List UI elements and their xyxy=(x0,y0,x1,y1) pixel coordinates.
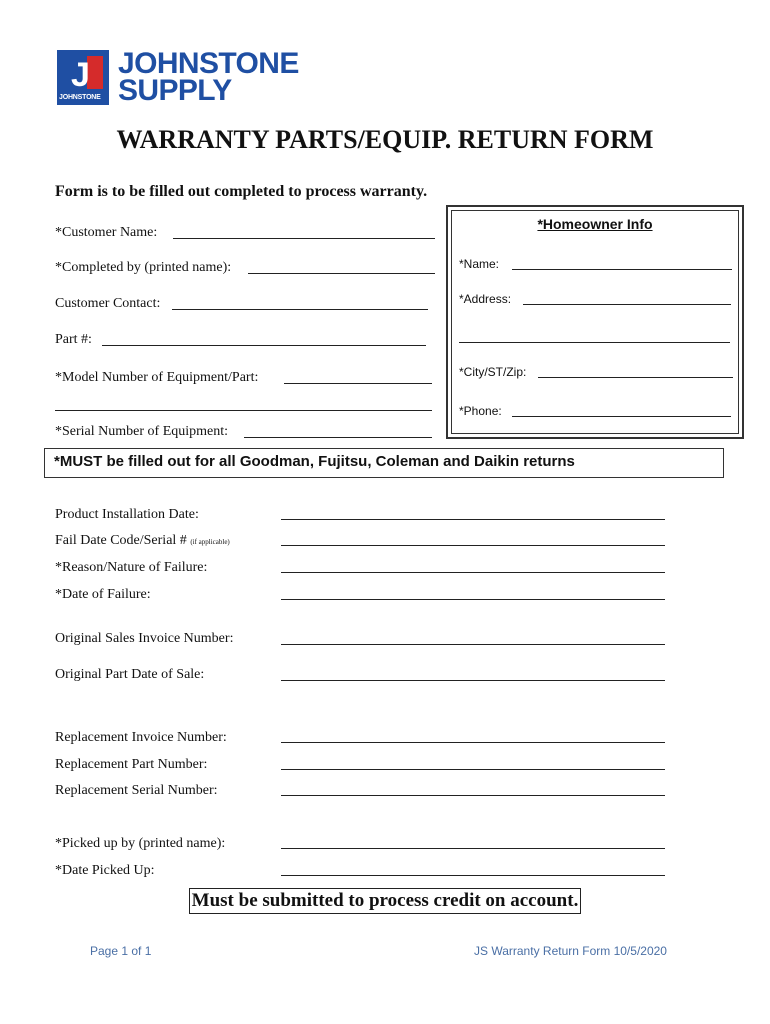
form-title: WARRANTY PARTS/EQUIP. RETURN FORM xyxy=(116,125,654,154)
original-sale-date-label: Original Part Date of Sale: xyxy=(55,667,205,682)
homeowner-address-field-line2[interactable] xyxy=(459,342,730,343)
replacement-invoice-field[interactable] xyxy=(281,742,665,743)
submit-notice-text: Must be submitted to process credit on account. xyxy=(189,888,582,914)
replacement-part-label: Replacement Part Number: xyxy=(55,757,208,772)
completed-by-field[interactable] xyxy=(248,273,435,274)
fail-date-code-text: Fail Date Code/Serial # xyxy=(55,533,187,548)
part-number-field[interactable] xyxy=(102,345,426,346)
logo-name-line1: JOHNSTONE xyxy=(118,47,299,80)
homeowner-address-label: *Address: xyxy=(459,292,512,306)
homeowner-address-field[interactable] xyxy=(523,304,731,305)
notice-text: *MUST be filled out for all Goodman, Fujitsu, Coleman and Daikin returns xyxy=(54,453,575,470)
date-picked-up-field[interactable] xyxy=(281,875,665,876)
model-number-field-line2[interactable] xyxy=(55,410,432,411)
homeowner-info-title: *Homeowner Info xyxy=(537,216,653,232)
customer-name-label: *Customer Name: xyxy=(55,225,158,240)
date-picked-up-label: *Date Picked Up: xyxy=(55,863,155,878)
model-number-label: *Model Number of Equipment/Part: xyxy=(55,370,259,385)
picked-up-by-field[interactable] xyxy=(281,848,665,849)
form-instructions: Form is to be filled out completed to process warranty. xyxy=(55,183,428,200)
page-number: Page 1 of 1 xyxy=(90,944,152,958)
original-invoice-label: Original Sales Invoice Number: xyxy=(55,631,234,646)
customer-contact-field[interactable] xyxy=(172,309,428,310)
failure-date-label: *Date of Failure: xyxy=(55,587,151,602)
homeowner-phone-field[interactable] xyxy=(512,416,731,417)
serial-number-label: *Serial Number of Equipment: xyxy=(55,424,229,439)
customer-name-field[interactable] xyxy=(173,238,435,239)
replacement-serial-field[interactable] xyxy=(281,795,665,796)
completed-by-label: *Completed by (printed name): xyxy=(55,260,232,275)
fail-date-code-field[interactable] xyxy=(281,545,665,546)
homeowner-city-label: *City/ST/Zip: xyxy=(459,365,527,379)
fail-date-code-label xyxy=(55,532,230,551)
company-logo xyxy=(57,47,339,107)
fail-date-code-note: (if applicable) xyxy=(190,538,230,546)
replacement-serial-label: Replacement Serial Number: xyxy=(55,783,218,798)
serial-number-field[interactable] xyxy=(244,437,432,438)
model-number-field[interactable] xyxy=(284,383,432,384)
customer-contact-label: Customer Contact: xyxy=(55,296,161,311)
install-date-label: Product Installation Date: xyxy=(55,507,199,522)
failure-reason-label: *Reason/Nature of Failure: xyxy=(55,560,208,575)
replacement-part-field[interactable] xyxy=(281,769,665,770)
submit-notice xyxy=(0,888,770,914)
install-date-field[interactable] xyxy=(281,519,665,520)
failure-reason-field[interactable] xyxy=(281,572,665,573)
homeowner-name-field[interactable] xyxy=(512,269,732,270)
original-sale-date-field[interactable] xyxy=(281,680,665,681)
homeowner-name-label: *Name: xyxy=(459,257,500,271)
part-number-label: Part #: xyxy=(55,332,92,347)
original-invoice-field[interactable] xyxy=(281,644,665,645)
document-id: JS Warranty Return Form 10/5/2020 xyxy=(474,944,667,958)
logo-name-line2: SUPPLY xyxy=(118,74,232,107)
failure-date-field[interactable] xyxy=(281,599,665,600)
homeowner-phone-label: *Phone: xyxy=(459,404,502,418)
picked-up-by-label: *Picked up by (printed name): xyxy=(55,836,226,851)
logo-letter: J xyxy=(71,56,90,94)
logo-mini-text: JOHNSTONE xyxy=(59,94,101,101)
homeowner-city-field[interactable] xyxy=(538,377,733,378)
replacement-invoice-label: Replacement Invoice Number: xyxy=(55,730,227,745)
